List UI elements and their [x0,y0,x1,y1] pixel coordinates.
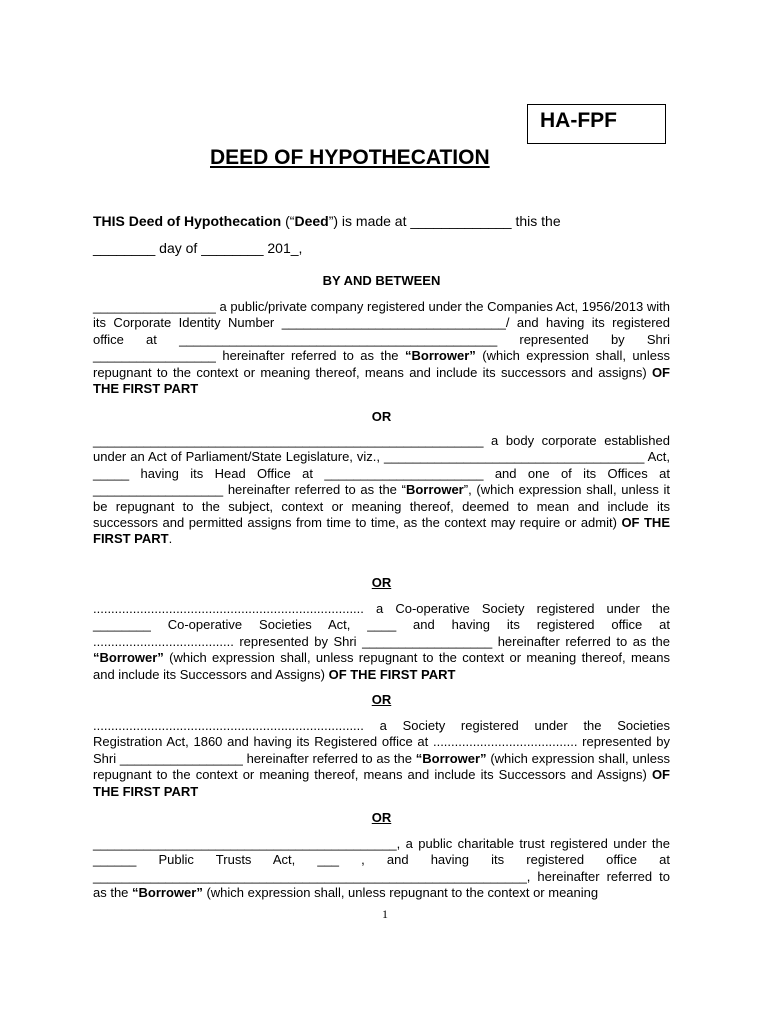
or-separator-1: OR [371,409,392,424]
form-code-box: HA-FPF [527,104,666,144]
party-cooperative-paragraph [93,601,670,683]
party-cooperative-first-part: OF THE FIRST PART [328,666,456,682]
party-body-corporate-borrower: Borrower [405,482,464,498]
or-separator-4: OR [371,810,392,825]
intro-line-2: ________ day of ________ 201_, [93,240,303,256]
party-trust-text-2: (which expression shall, unless repugnant to the context or meaning [202,885,599,901]
or-separator-2: OR [371,575,392,590]
party-trust-paragraph [93,836,670,902]
intro-made-at: ”) is made at _____________ this the [328,213,561,229]
party-cooperative-borrower: “Borrower” [93,650,164,666]
party-company-text: _________________ a public/private company registered under the Companies Act, 1956/2013 with its Corporate Identity Number _______________________________/ and having its registered office at ____________________________________________ represented by Shri _________________ hereinafter referred to as the [93,299,670,364]
intro-deed-phrase: THIS Deed of Hypothecation [93,213,282,229]
party-company-first-part: OF THE FIRST PART [93,364,670,397]
party-society-text: ........................................................................... a Society registered under the Societies Registration Act, 1860 and having its Registered office at ........................................ represented by Shri _________________ hereinafter referred to as the [93,718,670,766]
party-cooperative-text: ........................................................................... a Co-operative Society registered under the ________ Co-operative Societies Act, ____ and having its registered office at ....................................... represented by Shri __________________ hereinafter referred to as the [93,601,670,649]
party-society-borrower: “Borrower” [415,750,487,766]
party-body-corporate-first-part: OF THE FIRST PART [93,515,670,547]
by-and-between-heading: BY AND BETWEEN [322,273,441,288]
party-company-paragraph [93,299,670,397]
intro-open-quote: (“ [281,213,295,229]
party-trust-borrower: “Borrower” [132,885,203,901]
party-body-corporate-end: . [168,531,173,547]
party-cooperative-text-2: (which expression shall, unless repugnant to the context or meaning thereof, means and include its Successors and Assigns) [93,650,670,682]
party-body-corporate-text: ______________________________________________________ a body corporate established under an Act of Parliament/State Legislature, viz., ____________________________________ Act, _____ having its Head Office at ______________________ and one of its Offices at __________________ hereinafter referred to as the “ [93,433,670,498]
page-number: 1 [382,907,388,921]
intro-line-1 [93,213,561,229]
party-company-text-2: (which expression shall, unless repugnant to the context or meaning thereof, means and include its successors and assigns) [93,348,670,380]
intro-deed-word: Deed [294,213,329,229]
party-company-borrower: “Borrower” [404,348,476,364]
party-society-first-part: OF THE FIRST PART [93,767,670,799]
party-society-paragraph [93,718,670,800]
party-society-text-2: (which expression shall, unless repugnant to the context or meaning thereof, means and include its Successors and Assigns) [93,750,670,783]
document-title: DEED OF HYPOTHECATION [210,146,490,169]
party-trust-text: __________________________________________, a public charitable trust registered under the ______ Public Trusts Act, ___ , and having its registered office at ____________________________________________________________, hereinafter referred to as the [93,836,670,901]
party-body-corporate-text-2: ”, (which expression shall, unless it be repugnant to the subject, context or meaning thereof, deemed to mean and include its successors and permitted assigns from time to time, as the context may require or admit) [93,482,671,531]
party-body-corporate-paragraph [93,433,670,548]
or-separator-3: OR [371,692,392,707]
